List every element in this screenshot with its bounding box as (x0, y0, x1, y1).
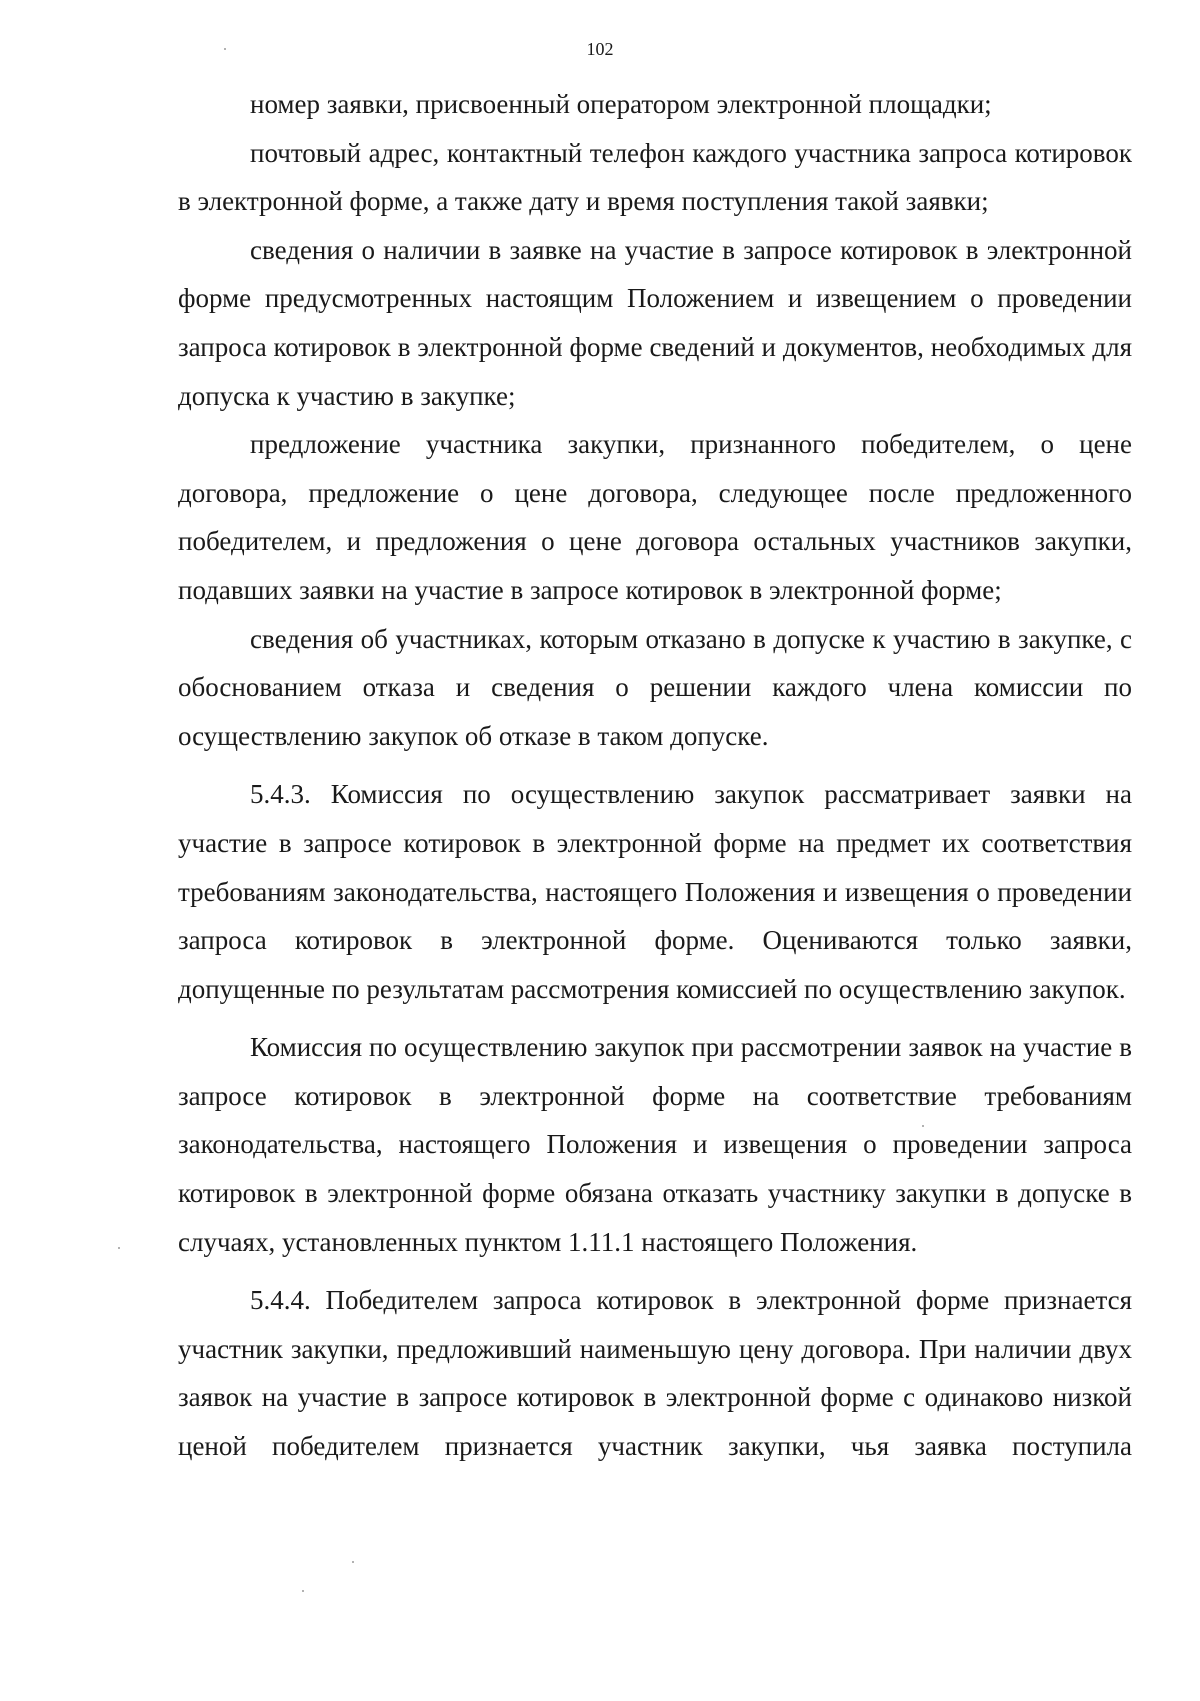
scan-speck (118, 1247, 120, 1249)
paragraph-documents-info: сведения о наличии в заявке на участие в запросе котировок в электронной форме предусмотренных настоящим Положением и извещением о проведении запроса котировок в электронной форме сведений и документов, необходимых для допуска к участию в закупке; (178, 234, 1132, 411)
paragraph-price-offers: предложение участника закупки, признанного победителем, о цене договора, предложение о цене договора, следующее после предложенного победителем, и предложения о цене договора остальных участников закупки, подавших заявки на участие в запросе котировок в электронной форме; (178, 429, 1132, 605)
paragraph-postal-address: почтовый адрес, контактный телефон каждого участника запроса котировок в электронной форме, а также дату и время поступления такой заявки; (178, 137, 1132, 217)
scan-speck (302, 1590, 304, 1592)
paragraph-clause-5-4-4: 5.4.4. Победителем запроса котировок в электронной форме признается участник закупки, предложивший наименьшую цену договора. При наличии двух заявок на участие в запросе котировок в электронной форме с одинаково низкой ценой победителем признается участник закупки, чья заявка поступила (178, 1285, 1132, 1462)
page-content (178, 80, 1132, 1471)
paragraph-clause-5-4-3: 5.4.3. Комиссия по осуществлению закупок рассматривает заявки на участие в запросе котировок в электронной форме на предмет их соответствия требованиям законодательства, настоящего Положения и извещения о проведении запроса котировок в электронной форме. Оцениваются только заявки, допущенные по результатам рассмотрения комиссией по осуществлению закупок. (178, 779, 1132, 1004)
paragraph-application-number: номер заявки, присвоенный оператором электронной площадки; (250, 89, 992, 119)
paragraph-rejected-participants: сведения об участниках, которым отказано в допуске к участию в закупке, с обоснованием отказа и сведения о решении каждого члена комиссии по осуществлению закупок об отказе в таком допуске. (178, 623, 1132, 751)
scan-speck (922, 1125, 924, 1127)
page-number: 102 (586, 39, 614, 59)
scan-speck (352, 1561, 354, 1563)
scan-speck (224, 48, 226, 50)
paragraph-commission-rejection: Комиссия по осуществлению закупок при рассмотрении заявок на участие в запросе котировок в электронной форме на соответствие требованиям законодательства, настоящего Положения и извещения о проведении запроса котировок в электронной форме обязана отказать участнику закупки в допуске в случаях, установленных пунктом 1.11.1 настоящего Положения. (178, 1032, 1132, 1257)
